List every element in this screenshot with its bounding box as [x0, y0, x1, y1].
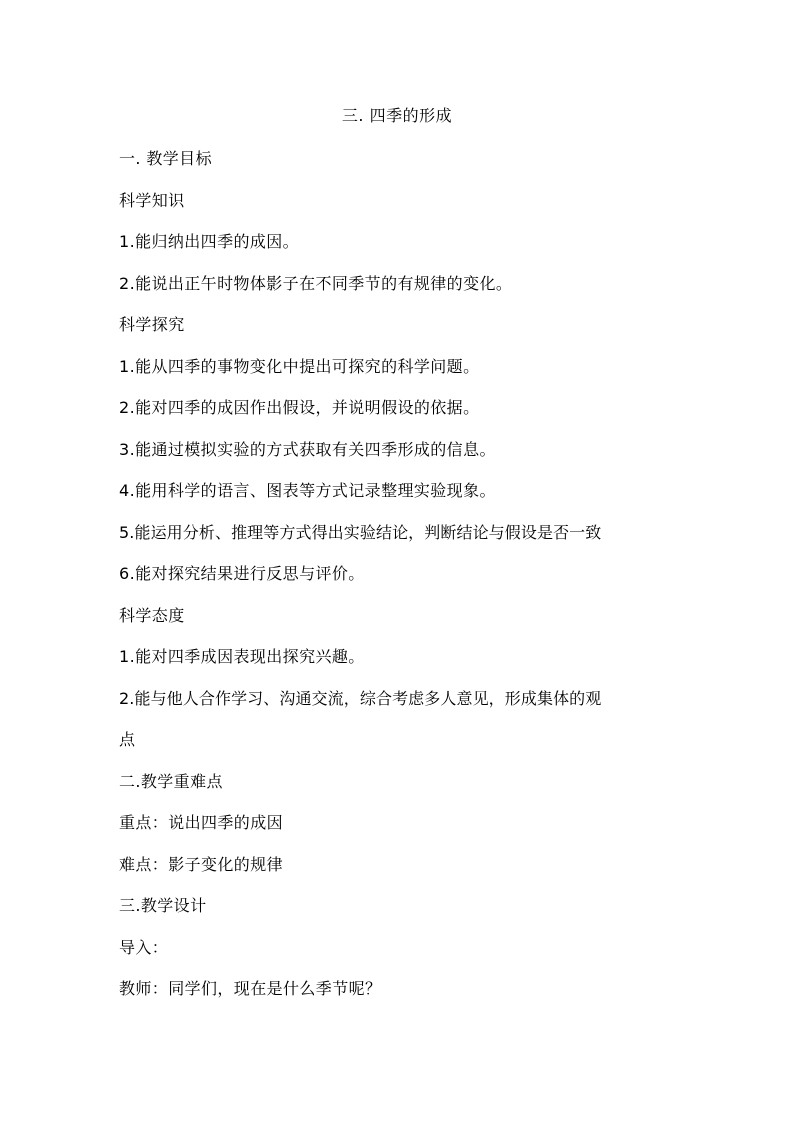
subheading-science-inquiry: 科学探究 — [119, 315, 185, 334]
paragraph-line: 2.能说出正午时物体影子在不同季节的有规律的变化。 — [119, 273, 513, 293]
paragraph-line: 3.能通过模拟实验的方式获取有关四季形成的信息。 — [119, 439, 496, 459]
section-heading-key-points: 二.教学重难点 — [119, 771, 223, 791]
subheading-science-attitude: 科学态度 — [119, 605, 185, 625]
paragraph-line: 2.能与他人合作学习、沟通交流，综合考虑多人意见，形成集体的观 — [119, 688, 602, 708]
paragraph-line: 1.能对四季成因表现出探究兴趣。 — [119, 647, 365, 666]
paragraph-line: 教师：同学们，现在是什么季节呢？ — [119, 979, 382, 998]
section-heading-teaching-goals: 一. 教学目标 — [119, 149, 212, 168]
paragraph-line: 重点：说出四季的成因 — [119, 813, 284, 832]
paragraph-line-continuation: 点 — [119, 730, 136, 749]
subheading-science-knowledge: 科学知识 — [119, 190, 185, 210]
paragraph-line: 导入： — [119, 937, 169, 957]
paragraph-line: 5.能运用分析、推理等方式得出实验结论，判断结论与假设是否一致 — [119, 522, 602, 542]
paragraph-line: 1.能从四季的事物变化中提出可探究的科学问题。 — [119, 356, 480, 376]
document-body — [119, 147, 684, 1019]
paragraph-line: 2.能对四季的成因作出假设，并说明假设的依据。 — [119, 398, 480, 417]
paragraph-line: 1.能归纳出四季的成因。 — [119, 232, 300, 251]
document-title: 三. 四季的形成 — [341, 106, 453, 125]
paragraph-line: 难点：影子变化的规律 — [119, 854, 284, 874]
paragraph-line: 4.能用科学的语言、图表等方式记录整理实验现象。 — [119, 481, 496, 500]
section-heading-teaching-design: 三.教学设计 — [119, 896, 207, 915]
paragraph-line: 6.能对探究结果进行反思与评价。 — [119, 564, 365, 583]
